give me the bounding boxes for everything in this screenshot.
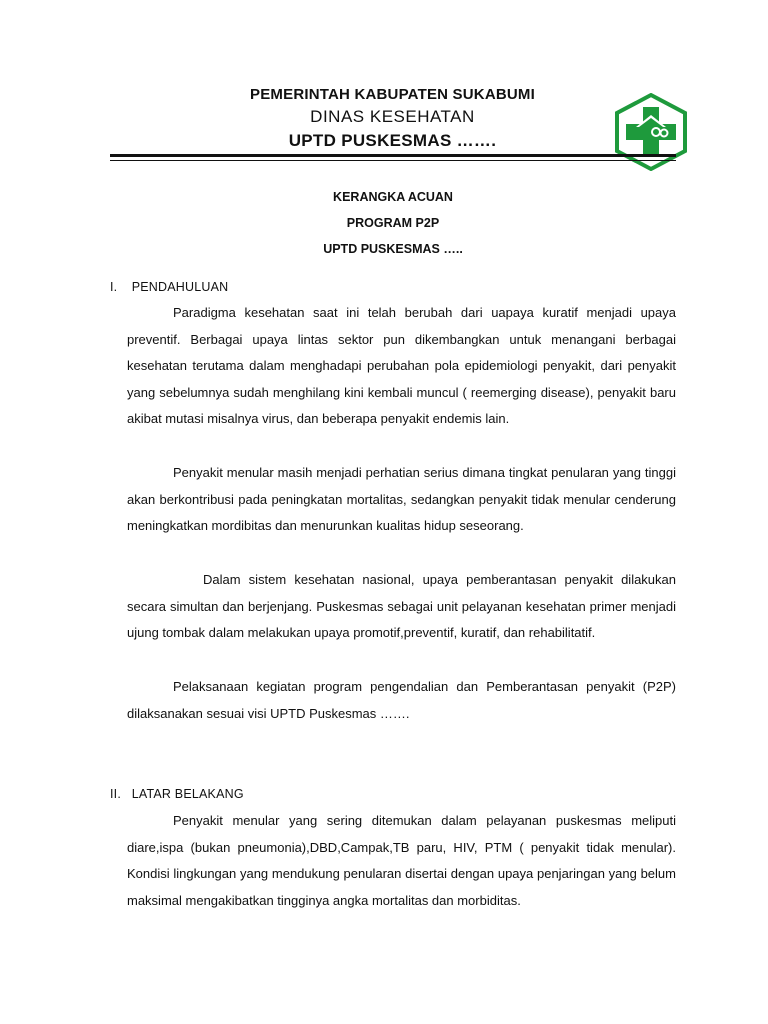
title-line-2: PROGRAM P2P xyxy=(346,216,440,230)
paragraph: Pelaksanaan kegiatan program pengendalian dan Pemberantasan penyakit (P2P) dilaksanakan sesuai visi UPTD Puskesmas ……. xyxy=(127,679,676,721)
paragraph: Dalam sistem kesehatan nasional, upaya pemberantasan penyakit dilakukan secara simultan dan berjenjang. Puskesmas sebagai unit pelayanan kesehatan primer menjadi ujung tombak dalam melakukan upaya promotif,preventif, kuratif, dan rehabilitatif. xyxy=(127,572,676,640)
section-title: PENDAHULUAN xyxy=(131,280,229,294)
section-title: LATAR BELAKANG xyxy=(131,787,244,801)
document-title xyxy=(110,190,676,268)
paragraph: Penyakit menular yang sering ditemukan dalam pelayanan puskesmas meliputi diare,ispa (bukan pneumonia),DBD,Campak,TB paru, HIV, PTM ( penyakit tidak menular). Kondisi lingkungan yang mendukung penularan disertai dengan upaya penjaringan yang belum maksimal mengakibatkan tingginya angka mortalitas dan morbiditas. xyxy=(127,813,676,908)
letterhead-rule-thick xyxy=(110,154,676,157)
letterhead-unit: UPTD PUSKESMAS ……. xyxy=(288,131,497,150)
section-number: I. xyxy=(110,280,118,294)
letterhead-government: PEMERINTAH KABUPATEN SUKABUMI xyxy=(250,86,535,103)
section-number: II. xyxy=(110,787,122,801)
section-heading-latar-belakang xyxy=(110,787,244,801)
paragraph: Paradigma kesehatan saat ini telah berubah dari uapaya kuratif menjadi upaya preventif. Berbagai upaya lintas sektor pun dikembangkan untuk menangani berbagai kesehatan terutama dalam menghadapi perubahan pola epidemiologi penyakit, dari penyakit yang sebelumnya sudah menghilang kini kembali muncul ( reemerging disease), penyakit baru akibat mutasi misalnya virus, dan beberapa penyakit endemis lain. xyxy=(127,305,676,426)
paragraph: Penyakit menular masih menjadi perhatian serius dimana tingkat penularan yang tinggi akan berkontribusi pada peningkatan mortalitas, sedangkan penyakit tidak menular cenderung meningkatkan mordibitas dan menurunkan kualitas hidup seseorang. xyxy=(127,465,676,533)
letterhead-department: DINAS KESEHATAN xyxy=(310,107,475,126)
title-line-3: UPTD PUSKESMAS ….. xyxy=(323,242,463,256)
title-line-1: KERANGKA ACUAN xyxy=(333,190,453,204)
letterhead-rule-thin xyxy=(110,160,676,161)
section-heading-pendahuluan xyxy=(110,280,228,294)
